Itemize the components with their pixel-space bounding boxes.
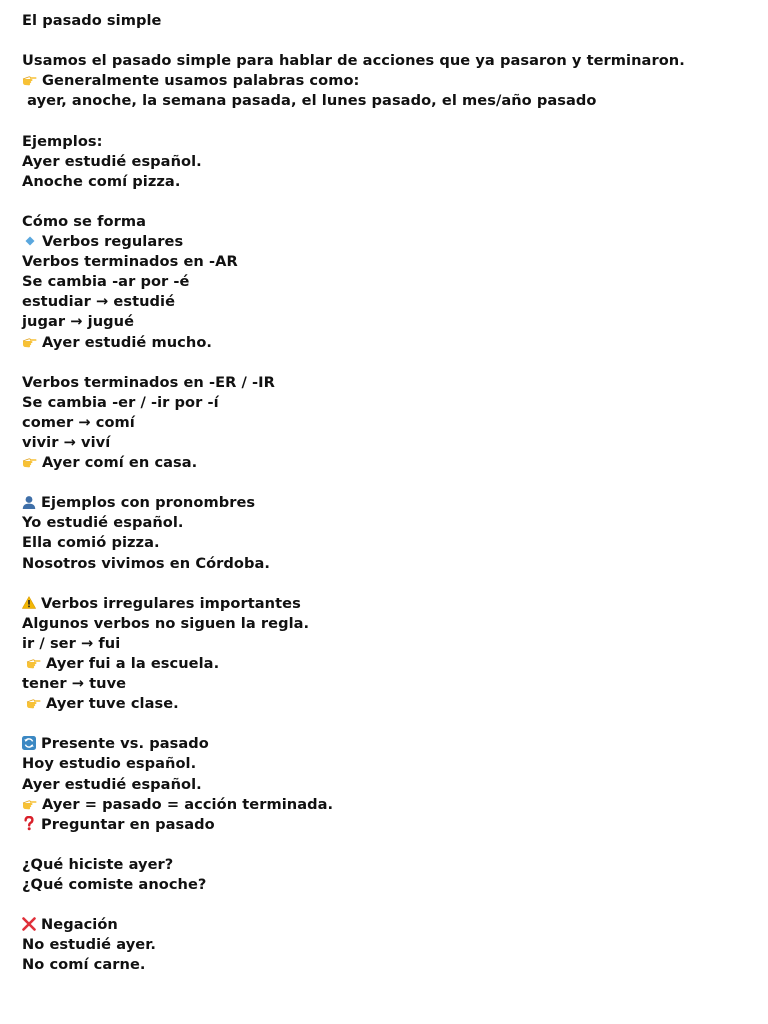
pointing-hand-icon xyxy=(26,657,41,669)
present-vs-past-heading-text: Presente vs. pasado xyxy=(41,735,209,753)
pointing-hand-icon xyxy=(22,74,37,86)
present-vs-past-note-text: Ayer = pasado = acción terminada. xyxy=(42,795,334,813)
irregular-verb-example-text: Ayer fui a la escuela. xyxy=(46,655,220,672)
spacer xyxy=(22,895,752,915)
cross-mark-icon xyxy=(22,917,36,931)
red-question-mark-icon xyxy=(24,816,34,831)
er-ir-verbs-sample xyxy=(22,453,752,473)
er-ir-verbs-sample-text: Ayer comí en casa. xyxy=(42,454,198,472)
examples-heading: Ejemplos: xyxy=(22,132,103,150)
example-line: Ayer estudié español. xyxy=(22,152,202,170)
spacer xyxy=(22,473,752,493)
pointing-hand-icon xyxy=(22,336,37,348)
negation-heading-text: Negación xyxy=(41,916,118,934)
intro-keywords-line xyxy=(22,71,752,91)
past-example: Ayer estudié español. xyxy=(22,775,202,793)
negation-heading xyxy=(22,915,752,935)
pronoun-example: Nosotros vivimos en Córdoba. xyxy=(22,554,270,572)
negation-example: No comí carne. xyxy=(22,956,146,974)
spacer xyxy=(22,714,752,734)
irregular-verb-example xyxy=(22,654,752,674)
regular-verbs-label: Verbos regulares xyxy=(42,233,184,251)
present-example: Hoy estudio español. xyxy=(22,755,197,773)
irregular-note: Algunos verbos no siguen la regla. xyxy=(22,614,310,632)
irregular-verb-example xyxy=(22,694,752,714)
present-vs-past-note xyxy=(22,795,752,815)
bust-in-silhouette-icon xyxy=(22,495,36,509)
question-example: ¿Qué comiste anoche? xyxy=(22,876,207,894)
ar-verbs-sample xyxy=(22,333,752,353)
present-vs-past-heading xyxy=(22,734,752,754)
regular-verbs-heading xyxy=(22,232,752,252)
intro-keywords-list: ayer, anoche, la semana pasada, el lunes pasado, el mes/año pasado xyxy=(22,92,597,110)
pronoun-example: Yo estudié español. xyxy=(22,514,184,532)
ar-verbs-example: jugar → jugué xyxy=(22,313,135,331)
formation-heading: Cómo se forma xyxy=(22,212,146,230)
questions-heading-text: Preguntar en pasado xyxy=(41,815,215,833)
ar-verbs-example: estudiar → estudié xyxy=(22,293,176,311)
pronouns-heading xyxy=(22,493,752,513)
pronoun-example: Ella comió pizza. xyxy=(22,534,160,552)
irregular-heading xyxy=(22,594,752,614)
small-blue-diamond-icon xyxy=(25,236,35,246)
ar-verbs-title: Verbos terminados en -AR xyxy=(22,253,238,271)
ar-verbs-sample-text: Ayer estudié mucho. xyxy=(42,333,212,351)
counterclockwise-arrows-icon xyxy=(22,736,36,750)
question-example: ¿Qué hiciste ayer? xyxy=(22,855,174,873)
irregular-verb: tener → tuve xyxy=(22,675,127,693)
spacer xyxy=(22,192,752,212)
questions-heading xyxy=(22,815,752,835)
warning-icon xyxy=(22,596,36,609)
irregular-verb: ir / ser → fui xyxy=(22,634,121,652)
document-body xyxy=(22,11,752,976)
pointing-hand-icon xyxy=(22,456,37,468)
pronouns-heading-text: Ejemplos con pronombres xyxy=(41,494,256,512)
spacer xyxy=(22,574,752,594)
pointing-hand-icon xyxy=(22,798,37,810)
negation-example: No estudié ayer. xyxy=(22,936,156,954)
intro-line: Usamos el pasado simple para hablar de acciones que ya pasaron y terminaron. xyxy=(22,52,685,70)
example-line: Anoche comí pizza. xyxy=(22,172,181,190)
ar-verbs-rule: Se cambia -ar por -é xyxy=(22,273,190,291)
spacer xyxy=(22,31,752,51)
spacer xyxy=(22,835,752,855)
irregular-verb-example-text: Ayer tuve clase. xyxy=(46,695,179,713)
er-ir-verbs-title: Verbos terminados en -ER / -IR xyxy=(22,373,275,391)
document-title: El pasado simple xyxy=(22,12,162,29)
intro-keywords-label: Generalmente usamos palabras como: xyxy=(42,72,360,90)
irregular-heading-text: Verbos irregulares importantes xyxy=(41,594,301,612)
er-ir-verbs-example: vivir → viví xyxy=(22,433,111,451)
spacer xyxy=(22,111,752,131)
er-ir-verbs-rule: Se cambia -er / -ir por -í xyxy=(22,393,219,411)
er-ir-verbs-example: comer → comí xyxy=(22,413,135,431)
spacer xyxy=(22,353,752,373)
pointing-hand-icon xyxy=(26,697,41,709)
